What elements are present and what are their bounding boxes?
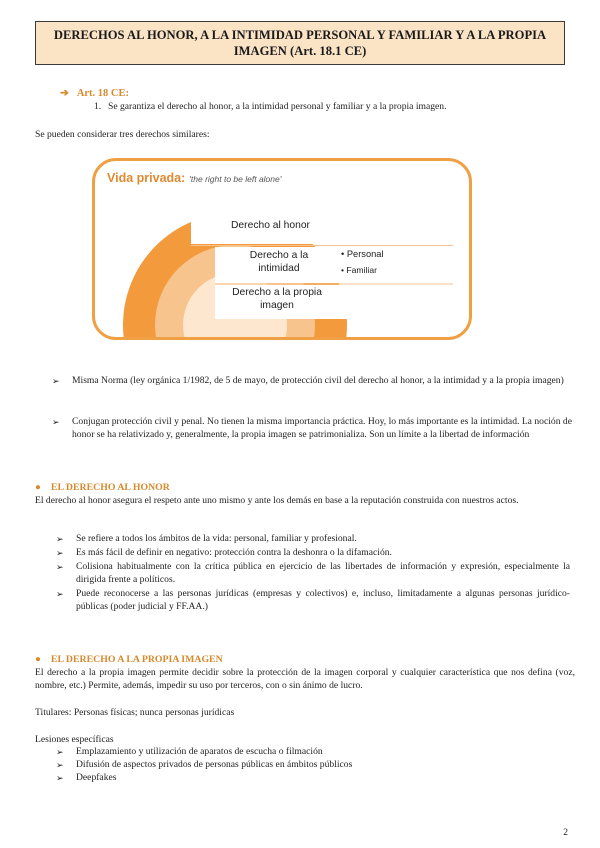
- article-heading-text: Art. 18 CE:: [76, 88, 130, 99]
- arrowhead-icon: ➢: [56, 773, 64, 783]
- arrowhead-icon: ➢: [52, 376, 60, 386]
- honor-description: El derecho al honor asegura el respeto ante uno mismo y ante los demás en base a la reputación construida con nuestros actos.: [35, 495, 519, 506]
- bullet-personal: • Personal: [341, 249, 384, 259]
- lesion-item-text: Deepfakes: [76, 772, 117, 783]
- note-item: [52, 416, 572, 441]
- titulares-text: Titulares: Personas físicas; nunca personas jurídicas: [35, 707, 235, 718]
- honor-heading: [35, 482, 170, 493]
- honor-heading-text: EL DERECHO AL HONOR: [50, 482, 170, 493]
- arrowhead-icon: ➢: [56, 562, 64, 572]
- article-item-number: 1.: [94, 101, 102, 112]
- bullet-personal-text: Personal: [346, 249, 384, 259]
- arrow-right-icon: ➔: [60, 88, 69, 99]
- honor-item-text: Puede reconocerse a las personas jurídicas (empresas y colectivos) e, incluso, limitadamente a algunas personas jurídico-públicas (poder judicial y FF.AA.): [76, 588, 570, 612]
- article-heading: [60, 87, 129, 99]
- bullet-familiar: • Familiar: [341, 265, 377, 275]
- arrowhead-icon: ➢: [56, 589, 64, 599]
- intro-text: Se pueden considerar tres derechos similares:: [35, 129, 210, 140]
- page-number: 2: [563, 828, 568, 838]
- label-honor: Derecho al honor: [231, 220, 310, 231]
- lesion-item: [56, 772, 570, 785]
- lesion-item: [56, 746, 570, 759]
- imagen-heading-text: EL DERECHO A LA PROPIA IMAGEN: [50, 654, 223, 665]
- note-text: Misma Norma (ley orgánica 1/1982, de 5 de mayo, de protección civil del derecho al honor, a la intimidad y a la propia imagen): [72, 375, 564, 386]
- bullet-dot-icon: ●: [35, 654, 41, 665]
- honor-item: [56, 533, 570, 546]
- bullet-familiar-text: Familiar: [346, 265, 377, 275]
- document-title: DERECHOS AL HONOR, A LA INTIMIDAD PERSONAL Y FAMILIAR Y A LA PROPIA IMAGEN (Art. 18.1 CE): [35, 21, 565, 65]
- bullet-dot-icon: ●: [35, 482, 41, 493]
- imagen-description: El derecho a la propia imagen permite decidir sobre la protección de la imagen corporal y cualquier característica que nos defina (voz, nombre, etc.) Permite, además, impedir su uso por terceros, con o sin ánimo de lucro.: [35, 667, 575, 691]
- honor-item-text: Se refiere a todos los ámbitos de la vida: personal, familiar y profesional.: [76, 533, 357, 544]
- lesion-item: [56, 759, 570, 772]
- label-imagen: Derecho a la propia imagen: [232, 287, 322, 311]
- lesiones-label: Lesiones específicas: [35, 734, 114, 745]
- imagen-heading: [35, 654, 223, 665]
- arrowhead-icon: ➢: [52, 417, 60, 427]
- note-text: Conjugan protección civil y penal. No tienen la misma importancia práctica. Hoy, lo más importante es la intimidad. La noción de honor se ha relativizado y, generalmente, la propia imagen se patrimonializa. Son un límite a la libertad de información: [72, 416, 572, 440]
- honor-item-text: Es más fácil de definir en negativo: protección contra la deshonra o la difamación.: [76, 547, 392, 558]
- honor-item: [56, 547, 570, 560]
- honor-item-text: Colisiona habitualmente con la crítica pública en ejercicio de las libertades de información y expresión, especialmente la dirigida frente a políticos.: [76, 561, 570, 585]
- lesion-item-text: Difusión de aspectos privados de personas públicas en ámbitos públicos: [76, 759, 353, 770]
- label-intimidad: Derecho a la intimidad: [249, 250, 309, 274]
- arrowhead-icon: ➢: [56, 548, 64, 558]
- private-life-diagram: [92, 158, 472, 340]
- article-item: [94, 101, 446, 114]
- article-item-text: Se garantiza el derecho al honor, a la intimidad personal y familiar y a la propia imagen.: [108, 101, 447, 112]
- arrowhead-icon: ➢: [56, 747, 64, 757]
- lesion-item-text: Emplazamiento y utilización de aparatos de escucha o filmación: [76, 746, 323, 757]
- diagram-subtitle: 'the right to be left alone': [189, 174, 282, 184]
- diagram-title-text: Vida privada:: [107, 171, 186, 185]
- arrowhead-icon: ➢: [56, 534, 64, 544]
- honor-item: [56, 588, 570, 613]
- honor-item: [56, 561, 570, 586]
- note-item: [52, 375, 572, 388]
- arrowhead-icon: ➢: [56, 760, 64, 770]
